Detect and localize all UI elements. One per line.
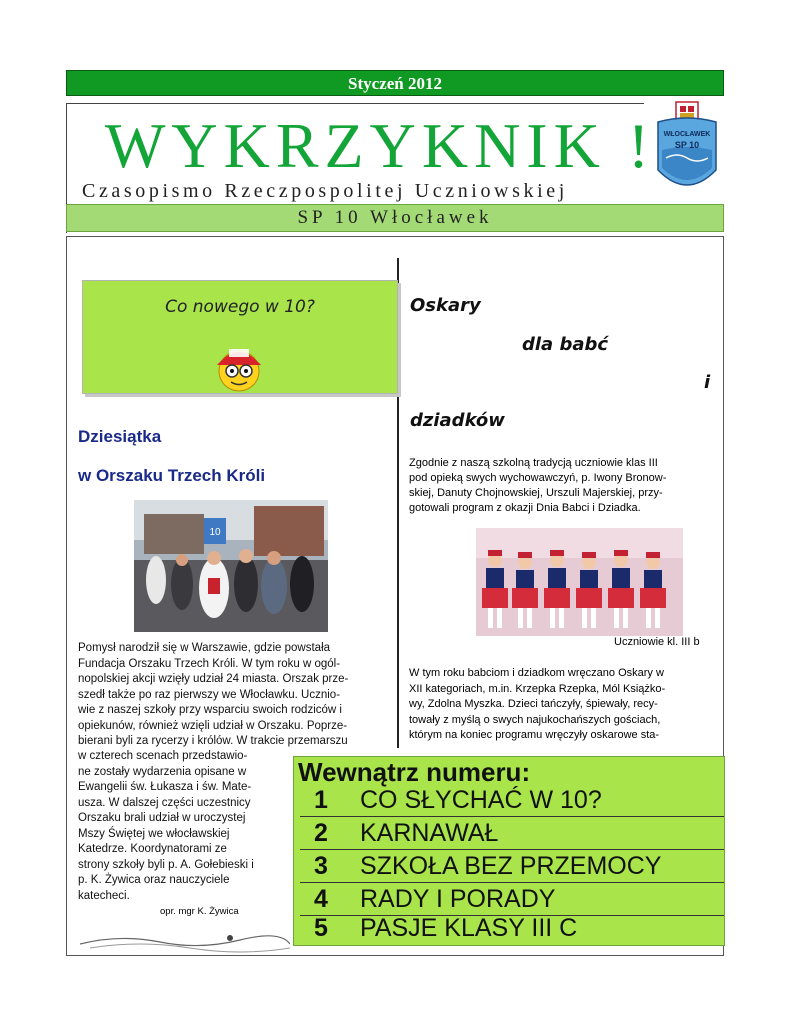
text-line: Pomysł narodził się w Warszawie, gdzie powstała <box>78 642 331 654</box>
text-line: W tym roku babciom i dziadkom wręczano Oskary w <box>409 667 664 679</box>
text-line: pod opieką swych wychowawczyń, p. Iwony Bronow- <box>409 472 667 484</box>
text-line: p. K. Żywica oraz nauczyciele <box>78 874 230 886</box>
toc-item-number: 4 <box>314 885 328 913</box>
text-line: bierani byli za rycerzy i królów. W trakcie przemarszu <box>78 735 348 747</box>
svg-text:10: 10 <box>209 527 221 538</box>
toc-item[interactable] <box>300 784 724 817</box>
magazine-subtitle: Czasopismo Rzeczpospolitej Uczniowskiej <box>82 180 568 202</box>
oskary-body <box>409 666 721 744</box>
text-line: katecheci. <box>78 889 130 902</box>
text-line: którym na koniec programu wręczyły oskarowe sta- <box>409 729 660 741</box>
decorative-ornament <box>80 930 290 954</box>
toc-item-label: CO SŁYCHAĆ W 10? <box>360 786 602 814</box>
school-bar: SP 10 Włocławek <box>66 204 724 232</box>
co-nowego-banner <box>82 280 398 394</box>
toc-item-label: PASJE KLASY III C <box>360 914 578 942</box>
text-line: opiekunów, również wzięli udział w Orszaku. Poprze- <box>78 719 348 732</box>
magazine-title: WYKRZYKNIK ! <box>105 110 656 181</box>
toc-item-number: 1 <box>314 786 328 814</box>
text-line: szedł także po raz pierwszy we Włocławku. Ucznio- <box>78 688 341 701</box>
crest-top-text: WŁOCŁAWEK <box>663 131 711 138</box>
text-line: wy, Zdolna Myszka. Dzieci tańczyły, śpiewały, recy- <box>409 698 658 710</box>
text-line: w czterech scenach przedstawio- <box>78 750 248 762</box>
oskary-title-line3: i <box>704 372 711 393</box>
parade-photo <box>134 500 328 632</box>
toc-item-label: KARNAWAŁ <box>360 819 499 847</box>
orszak-article-top <box>78 641 390 750</box>
text-line: ne zostały wydarzenia opisane w <box>78 765 247 778</box>
crest-bottom-text: SP 10 <box>674 140 700 150</box>
photo-caption: Uczniowie kl. III b <box>614 636 700 648</box>
text-line: Katedrze. Koordynatorami ze <box>78 843 227 855</box>
oskary-title-line2: dla babć <box>522 334 609 355</box>
issue-date-bar: Styczeń 2012 <box>66 70 724 96</box>
text-line: gotowali program z okazji Dnia Babci i Dziadka. <box>409 502 641 514</box>
toc-item-number: 2 <box>314 819 328 847</box>
smiley-cap-icon <box>211 341 267 393</box>
banner-label: Co nowego w 10? <box>165 297 315 317</box>
toc-item-number: 3 <box>314 852 328 880</box>
toc-item-label: SZKOŁA BEZ PRZEMOCY <box>360 852 662 880</box>
text-line: Ewangelii św. Łukasza i św. Mate- <box>78 781 252 793</box>
orszak-article-bottom <box>78 749 290 904</box>
text-line: Mszy Świętej we włocławskiej <box>78 827 230 840</box>
masthead-rule-top <box>66 103 644 104</box>
article-headline-line2: w Orszaku Trzech Króli <box>78 466 266 485</box>
text-line: nopolskiej akcji wzięły udział 24 miasta. Orszak prze- <box>78 673 349 685</box>
article-headline-line1: Dziesiątka <box>78 427 162 446</box>
children-dance-photo <box>476 528 683 636</box>
text-line: Zgodnie z naszą szkolną tradycją uczniowie klas III <box>409 457 658 469</box>
text-line: usza. W dalszej części uczestnicy <box>78 796 251 809</box>
text-line: Fundacja Orszaku Trzech Króli. W tym roku w ogól- <box>78 657 341 670</box>
school-crest-logo <box>652 100 722 200</box>
toc-item[interactable] <box>300 817 724 850</box>
oskary-title-line4: dziadków <box>410 410 505 431</box>
toc-item-number: 5 <box>314 914 328 942</box>
toc-item[interactable] <box>300 850 724 883</box>
oskary-title-line1: Oskary <box>410 295 481 316</box>
article-author: opr. mgr K. Żywica <box>160 906 239 917</box>
text-line: XII kategoriach, m.in. Krzepka Rzepka, Mól Książko- <box>409 682 666 695</box>
text-line: skiej, Danuty Chojnowskiej, Urszuli Majerskiej, przy- <box>409 487 663 499</box>
text-line: towały z myślą o swych najukochańszych gościach, <box>409 713 661 726</box>
toc-item-label: RADY I PORADY <box>360 885 556 913</box>
contents-title: Wewnątrz numeru: <box>298 757 531 787</box>
text-line: strony szkoły byli p. A. Gołebieski i <box>78 858 254 871</box>
oskary-intro <box>409 456 721 516</box>
toc-item[interactable] <box>300 912 724 945</box>
text-line: wie z naszej szkoły przy wsparciu swoich rodziców i <box>78 704 342 716</box>
text-line: Orszaku brali udział w uroczystej <box>78 812 246 824</box>
